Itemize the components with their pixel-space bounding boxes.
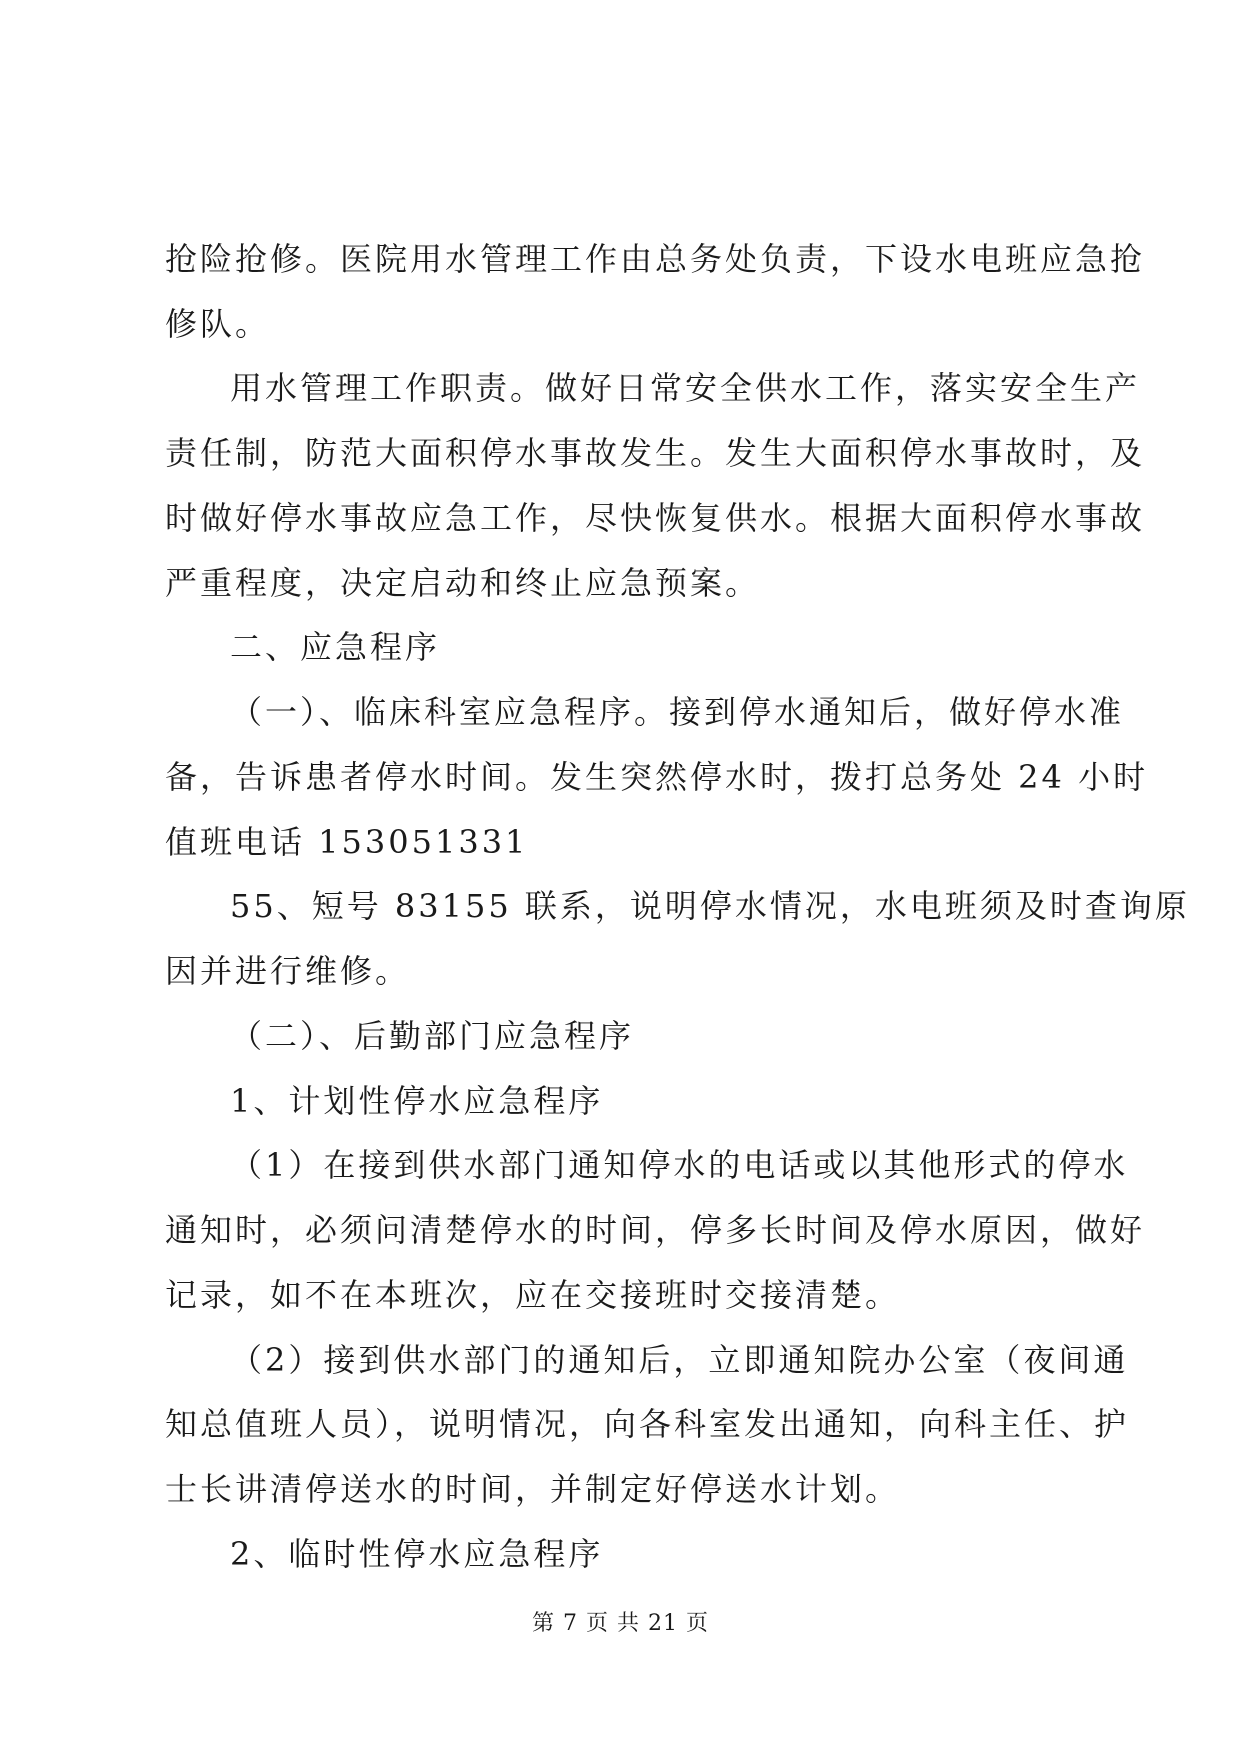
text-line: 时做好停水事故应急工作，尽快恢复供水。根据大面积停水事故 bbox=[165, 499, 1146, 537]
text-line: 55、短号 83155 联系，说明停水情况，水电班须及时查询原 bbox=[230, 887, 1190, 925]
text-line: 通知时，必须问清楚停水的时间，停多长时间及停水原因，做好 bbox=[165, 1211, 1146, 1249]
text-line: 记录，如不在本班次，应在交接班时交接清楚。 bbox=[165, 1276, 901, 1314]
text-line: 值班电话 153051331 bbox=[165, 823, 529, 861]
text-line: 严重程度，决定启动和终止应急预案。 bbox=[165, 564, 761, 602]
text-line: 修队。 bbox=[165, 305, 271, 343]
section-heading: 2、临时性停水应急程序 bbox=[230, 1535, 604, 1573]
text-line: （一）、临床科室应急程序。接到停水通知后，做好停水准 bbox=[230, 693, 1125, 731]
text-line: 士长讲清停送水的时间，并制定好停送水计划。 bbox=[165, 1470, 901, 1508]
text-line: （1）在接到供水部门通知停水的电话或以其他形式的停水 bbox=[230, 1146, 1129, 1184]
text-line: （2）接到供水部门的通知后，立即通知院办公室（夜间通 bbox=[230, 1341, 1129, 1379]
text-line: 责任制，防范大面积停水事故发生。发生大面积停水事故时，及 bbox=[165, 434, 1146, 472]
section-heading: （二）、后勤部门应急程序 bbox=[230, 1017, 635, 1055]
text-line: 用水管理工作职责。做好日常安全供水工作，落实安全生产 bbox=[230, 369, 1141, 407]
text-line: 知总值班人员），说明情况，向各科室发出通知，向科主任、护 bbox=[165, 1405, 1130, 1443]
section-heading: 1、计划性停水应急程序 bbox=[230, 1082, 604, 1120]
page-number-footer: 第 7 页 共 21 页 bbox=[532, 1611, 709, 1636]
text-line: 抢险抢修。医院用水管理工作由总务处负责，下设水电班应急抢 bbox=[165, 240, 1146, 278]
section-heading: 二、应急程序 bbox=[230, 628, 441, 666]
text-line: 因并进行维修。 bbox=[165, 952, 411, 990]
text-line: 备，告诉患者停水时间。发生突然停水时，拨打总务处 24 小时 bbox=[165, 758, 1149, 796]
